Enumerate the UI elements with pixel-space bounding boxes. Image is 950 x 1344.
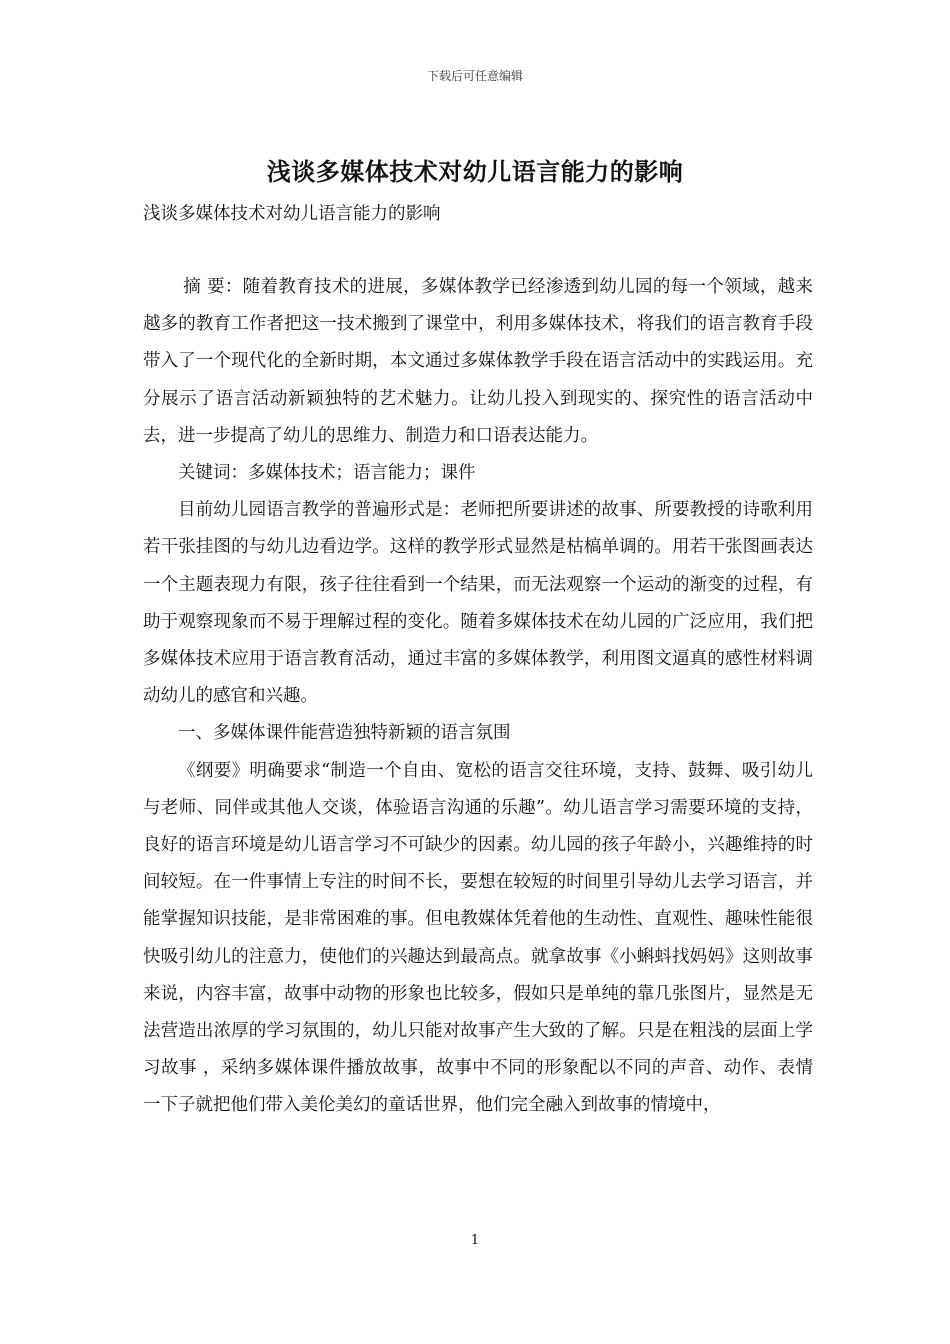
page-header-note: 下载后可任意编辑: [426, 69, 523, 83]
document-subtitle: 浅谈多媒体技术对幼儿语言能力的影响: [143, 204, 441, 224]
intro-paragraph: 目前幼儿园语言教学的普遍形式是：老师把所要讲述的故事、所要教授的诗歌利用若干张挂图的与幼儿边看边学。这样的教学形式显然是枯槁单调的。用若干张图画表达一个主题表现力有限，孩子往往看到一个结果，而无法观察一个运动的渐变的过程，有助于观察现象而不易于理解过程的变化。随着多媒体技术在幼儿园的广泛应用，我们把多媒体技术应用于语言教育活动，通过丰富的多媒体教学，利用图文逼真的感性材料调动幼儿的感官和兴趣。: [143, 500, 813, 707]
page-number: 1: [470, 1233, 480, 1248]
keywords-paragraph: 关键词：多媒体技术；语言能力；课件: [178, 463, 476, 484]
section-heading-1: 一、多媒体课件能营造独特新颖的语言氛围: [178, 723, 511, 744]
abstract-paragraph: 摘 要：随着教育技术的进展，多媒体教学已经渗透到幼儿园的每一个领域，越来越多的教育工作者把这一技术搬到了课堂中，利用多媒体技术，将我们的语言教育手段带入了一个现代化的全新时期，本文通过多媒体教学手段在语言活动中的实践运用。充分展示了语言活动新颖独特的艺术魅力。让幼儿投入到现实的、探究性的语言活动中去，进一步提高了幼儿的思维力、制造力和口语表达能力。: [143, 277, 813, 446]
document-body: [143, 269, 813, 1125]
section-1-paragraph: 《纲要》明确要求“制造一个自由、宽松的语言交往环境，支持、鼓舞、吸引幼儿与老师、同伴或其他人交谈，体验语言沟通的乐趣”。幼儿语言学习需要环境的支持，良好的语言环境是幼儿语言学习不可缺少的因素。幼儿园的孩子年龄小，兴趣维持的时间较短。在一件事情上专注的时间不长，要想在较短的时间里引导幼儿去学习语言，并能掌握知识技能，是非常困难的事。但电教媒体凭着他的生动性、直观性、趣味性能很快吸引幼儿的注意力，使他们的兴趣达到最高点。就拿故事《小蝌蚪找妈妈》这则故事来说，内容丰富，故事中动物的形象也比较多，假如只是单纯的靠几张图片，显然是无法营造出浓厚的学习氛围的，幼儿只能对故事产生大致的了解。只是在粗浅的层面上学习故事 ，采纳多媒体课件播放故事，故事中不同的形象配以不同的声音、动作、表情一下子就把他们带入美伦美幻的童话世界，他们完全融入到故事的情境中，: [143, 760, 813, 1116]
document-title: 浅谈多媒体技术对幼儿语言能力的影响: [266, 157, 684, 186]
